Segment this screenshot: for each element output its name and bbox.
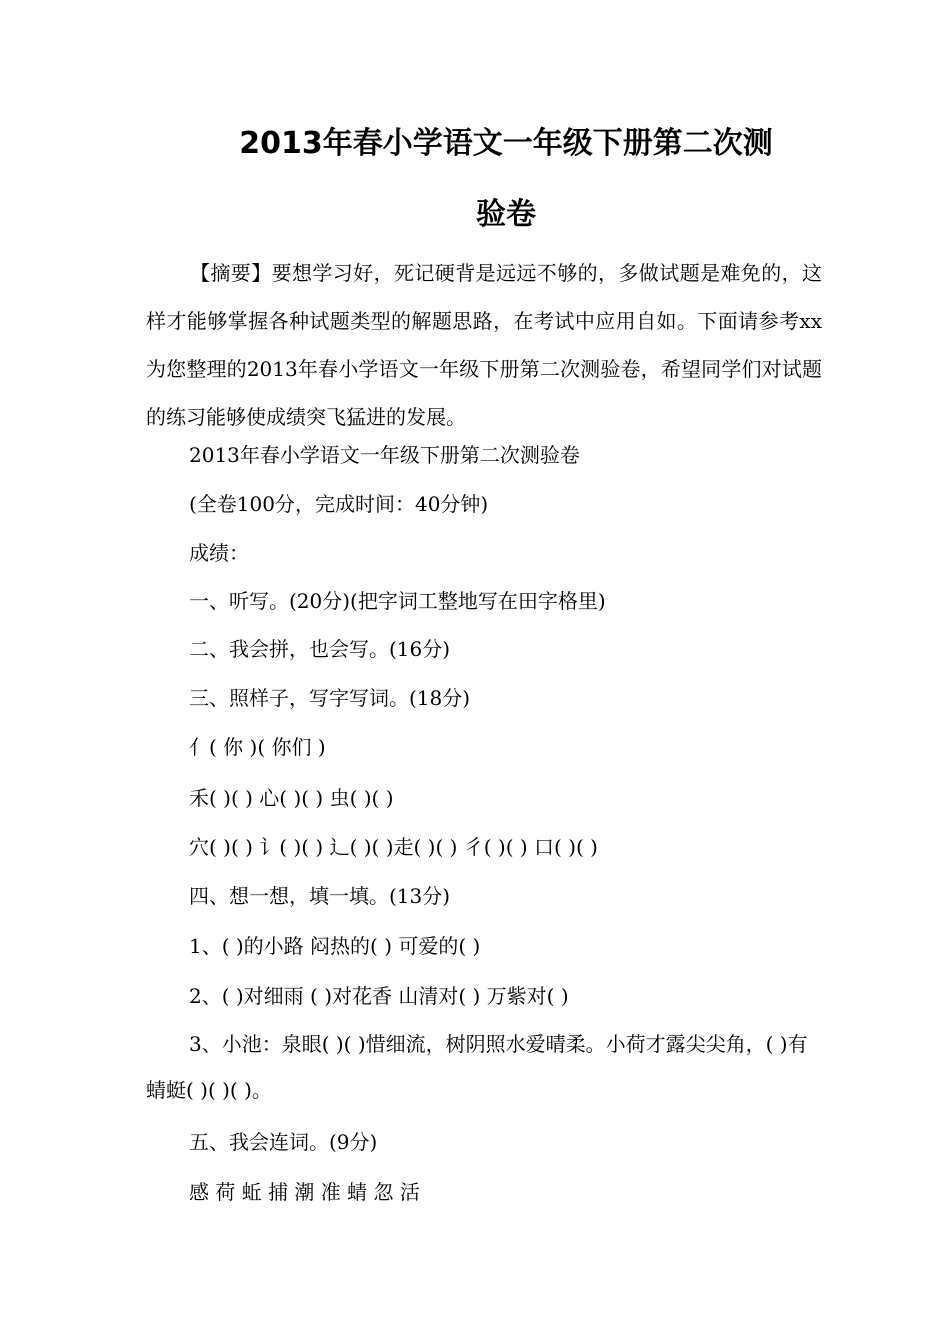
- section-3-row-2: 穴( )( ) 讠( )( ) 辶( )( )走( )( ) 彳( )( ) 口( )( ): [189, 835, 598, 859]
- section-2-heading: 二、我会拼，也会写。(16分): [189, 637, 451, 661]
- section-5-heading: 五、我会连词。(9分): [189, 1130, 378, 1154]
- section-4-heading: 四、想一想，填一填。(13分): [189, 884, 451, 908]
- score-label: 成绩：: [189, 541, 249, 565]
- section-5-characters: 感 荷 蚯 捕 潮 准 蜻 忽 活: [189, 1180, 420, 1204]
- abstract-paragraph: 【摘要】要想学习好，死记硬背是远远不够的，多做试题是难免的，这样才能够掌握各种试题类型的解题思路，在考试中应用自如。下面请参考xx为您整理的2013年春小学语文一年级下册第二次测验卷，希望同学们对试题的练习能够使成绩突飞猛进的发展。: [146, 261, 822, 429]
- section-3-heading: 三、照样子，写字写词。(18分): [189, 686, 471, 710]
- exam-info: (全卷100分，完成时间：40分钟): [189, 492, 489, 516]
- section-4-question-3: 3、小池：泉眼( )( )惜细流，树阴照水爱晴柔。小荷才露尖尖角，( )有蜻蜓( )( )( )。: [146, 1032, 808, 1102]
- exam-title: 2013年春小学语文一年级下册第二次测验卷: [189, 443, 580, 467]
- section-3-row-1: 禾( )( ) 心( )( ) 虫( )( ): [189, 786, 394, 810]
- document-title-line2: 验卷: [476, 197, 536, 232]
- document-title-line1: 2013年春小学语文一年级下册第二次测: [239, 126, 773, 161]
- section-4-question-1: 1、( )的小路 闷热的( ) 可爱的( ): [189, 934, 481, 958]
- section-3-example: 亻( 你 )( 你们 ): [189, 735, 326, 759]
- section-4-question-2: 2、( )对细雨 ( )对花香 山清对( ) 万紫对( ): [189, 984, 569, 1008]
- section-1-heading: 一、听写。(20分)(把字词工整地写在田字格里): [189, 589, 606, 613]
